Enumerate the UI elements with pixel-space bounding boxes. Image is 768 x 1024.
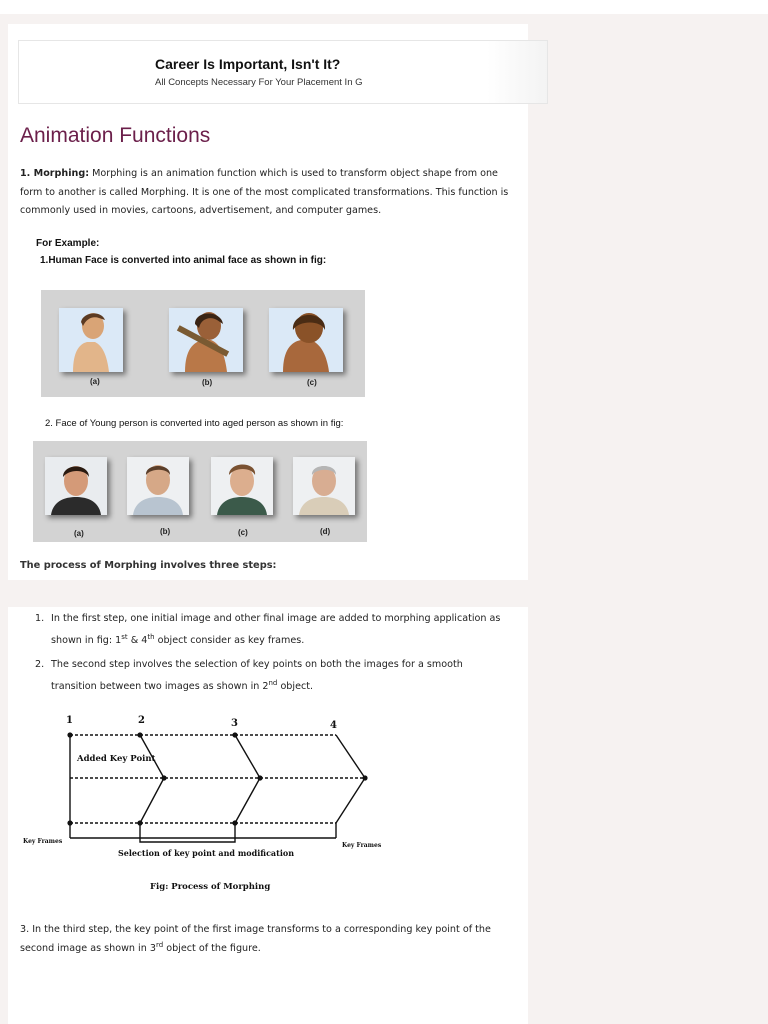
step-3-sup: rd [155, 940, 164, 949]
figure1-caption-a: (a) [90, 377, 100, 386]
banner-title[interactable]: Career Is Important, Isn't It? [155, 56, 341, 72]
step-1-text-b: & 4 [127, 635, 148, 646]
example-item-1: 1.Human Face is converted into animal face as shown in fig: [40, 255, 327, 266]
figure1-image-b [169, 308, 243, 372]
step-1-text-a: In the first step, one initial image and other final image are added to morphing application as shown in fig: 1 [51, 613, 501, 646]
diagram-number-4: 4 [330, 720, 337, 731]
step-1-sup-1: st [121, 632, 128, 641]
page-title: Animation Functions [20, 124, 211, 147]
process-heading: The process of Morphing involves three steps: [20, 560, 277, 571]
step-2-text-a: The second step involves the selection of key points on both the images for a smooth transition between two images as shown in 2 [51, 659, 463, 692]
diagram-number-1: 1 [66, 715, 73, 726]
figure1-caption-c: (c) [307, 378, 317, 387]
diagram-key-points [67, 732, 367, 825]
step-1-number: 1. [35, 613, 45, 624]
figure2-caption-c: (c) [238, 528, 248, 537]
ad-banner[interactable] [18, 40, 548, 104]
morphing-definition: Morphing is an animation function which is used to transform object shape from one form to another is called Morphing. It is one of the most complicated transformations. This function is commonly used in movies, cartoons, advertisement, and computer games. [20, 168, 509, 216]
figure2-caption-d: (d) [320, 527, 331, 536]
figure-human-to-animal [41, 290, 365, 397]
key-frames-left-label: Key Frames [23, 838, 63, 845]
figure1-image-a [59, 308, 123, 372]
step-2-sup: nd [268, 678, 278, 687]
figure2-caption-a: (a) [74, 529, 84, 538]
top-strip [0, 0, 768, 14]
example-heading: For Example: [36, 238, 100, 249]
banner-fade [487, 41, 547, 103]
step-3-text-b: object of the figure. [163, 942, 261, 954]
step-2-text-b: object. [277, 681, 314, 692]
step-2-number: 2. [35, 659, 45, 670]
process-steps-list [35, 608, 505, 698]
figure-young-to-aged [33, 441, 367, 542]
key-frames-right-label: Key Frames [342, 842, 382, 849]
step-1-sup-2: th [147, 632, 155, 641]
step-1-text [51, 608, 505, 652]
step-3-text-a: 3. In the third step, the key point of the first image transforms to a corresponding key point of the second image as shown in 3 [20, 924, 491, 954]
step-2-text [51, 654, 505, 698]
step-2 [35, 654, 505, 698]
figure2-image-d [293, 457, 355, 515]
added-key-point-label: Added Key Point [77, 754, 156, 764]
figure2-caption-b: (b) [160, 527, 171, 536]
selection-label: Selection of key point and modification [118, 848, 295, 858]
figure1-image-c [269, 308, 343, 372]
step-3-paragraph [20, 921, 515, 958]
figure2-image-a [45, 457, 107, 515]
diagram-frames [70, 735, 365, 842]
diagram-number-2: 2 [138, 715, 145, 726]
diagram-number-3: 3 [231, 718, 238, 729]
morphing-process-diagram [20, 708, 400, 898]
figure2-image-b [127, 457, 189, 515]
figure2-image-c [211, 457, 273, 515]
morphing-paragraph [20, 165, 512, 221]
figure1-caption-b: (b) [202, 378, 213, 387]
morphing-term: 1. Morphing: [20, 168, 90, 179]
example-item-2: 2. Face of Young person is converted into aged person as shown in fig: [45, 418, 344, 429]
banner-subtitle: All Concepts Necessary For Your Placement In G [155, 77, 363, 88]
diagram-caption: Fig: Process of Morphing [150, 882, 271, 892]
step-1-text-c: object consider as key frames. [154, 635, 305, 646]
step-1 [35, 608, 505, 652]
